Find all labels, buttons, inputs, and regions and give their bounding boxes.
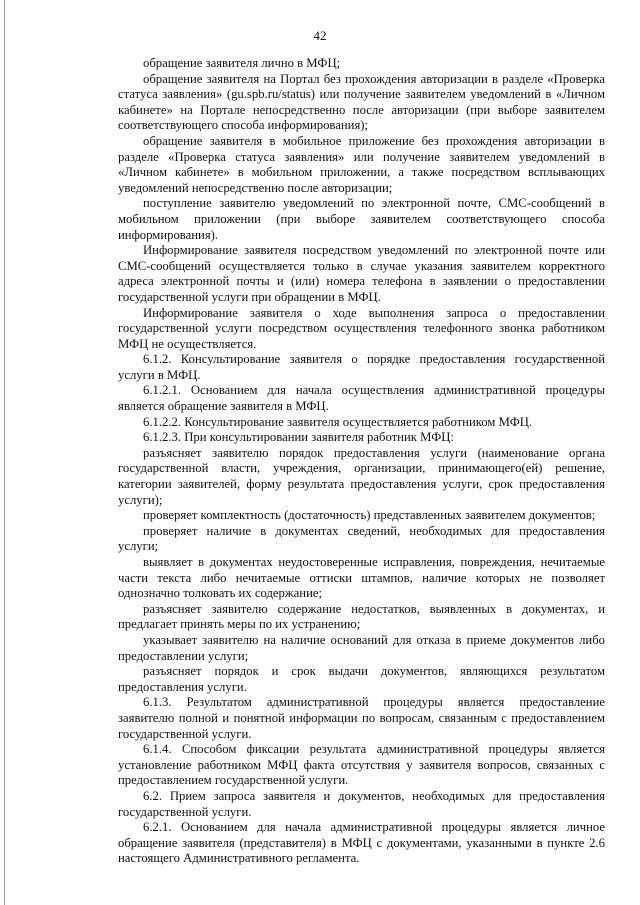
list-item: выявляет в документах неудостоверенные исправления, повреждения, нечитаемые части текста либо нечитаемые оттиски штампов, наличие которых не позволяет однозначно толковать их содержание; [118,555,605,601]
paragraph: Информирование заявителя о ходе выполнения запроса о предоставлении государственной услуги посредством осуществления телефонного звонка работником МФЦ не осуществляется. [118,305,605,351]
paragraph: Информирование заявителя посредством уведомлений по электронной почте или СМС-сообщений осуществляется только в случае указания заявителем корректного адреса электронной почты и (или) номера телефона в заявлении о предоставлении государственной услуги при обращении в МФЦ. [118,243,605,304]
list-item: разъясняет заявителю содержание недостатков, выявленных в документах, и предлагает принять меры по их устранению; [118,601,605,632]
list-item: разъясняет порядок и срок выдачи документов, являющихся результатом предоставления услуги. [118,664,605,694]
paragraph: 6.1.4. Способом фиксации результата административной процедуры является установление работником МФЦ факта отсутствия у заявителя вопросов, связанных с предоставлением государственной услуги. [118,742,605,788]
list-item: указывает заявителю на наличие оснований для отказа в приеме документов либо предоставлении услуги; [118,632,605,663]
paragraph: 6.1.3. Результатом административной процедуры является предоставление заявителю полной и понятной информации по вопросам, связанным с предоставлением государственной услуги. [118,695,605,741]
paragraph: 6.1.2.3. При консультировании заявителя работник МФЦ: [143,430,454,445]
paragraph: 6.2.1. Основанием для начала административной процедуры является личное обращение заявителя (представителя) в МФЦ с документами, указанными в пункте 2.6 настоящего Административного регламента. [118,820,605,866]
paragraph: 6.1.2.1. Основанием для начала осуществления административной процедуры является обращение заявителя в МФЦ. [118,383,605,414]
section-heading: 6.2. Прием запроса заявителя и документов, необходимых для предоставления государственной услуги. [118,788,605,819]
paragraph: поступление заявителю уведомлений по электронной почте, СМС-сообщений в мобильном приложении (при выборе заявителем соответствующего способа информирования). [118,196,605,242]
paragraph: обращение заявителя лично в МФЦ; [143,56,341,70]
document-body [118,56,605,867]
list-item: проверяет комплектность (достаточность) представленных заявителем документов; [143,508,596,523]
scan-edge-line [4,0,5,905]
paragraph: 6.1.2.2. Консультирование заявителя осуществляется работником МФЦ. [143,414,533,429]
list-item: проверяет наличие в документах сведений, необходимых для предоставления услуги; [118,523,605,554]
paragraph: обращение заявителя на Портал без прохождения авторизации в разделе «Проверка статуса заявления» (gu.spb.ru/status) или получение заявителем уведомлений в «Личном кабинете» на Портале непосредственно после авторизации (при выборе заявителем соответствующего способа информирования); [118,71,605,133]
page-number: 42 [313,28,327,43]
section-heading: 6.1.2. Консультирование заявителя о порядке предоставления государственной услуги в МФЦ. [118,352,605,382]
paragraph: обращение заявителя в мобильное приложение без прохождения авторизации в разделе «Проверка статуса заявления» или получение заявителем уведомлений в «Личном кабинете» в мобильном приложении, а также посредством всплывающих уведомлений непосредственно после авторизации; [118,133,605,195]
list-item: разъясняет заявителю порядок предоставления услуги (наименование органа государственной власти, учреждения, организации, принимающего(ей) решение, категории заявителей, форму результата предоставления услуги, срок предоставления услуги); [118,445,605,507]
